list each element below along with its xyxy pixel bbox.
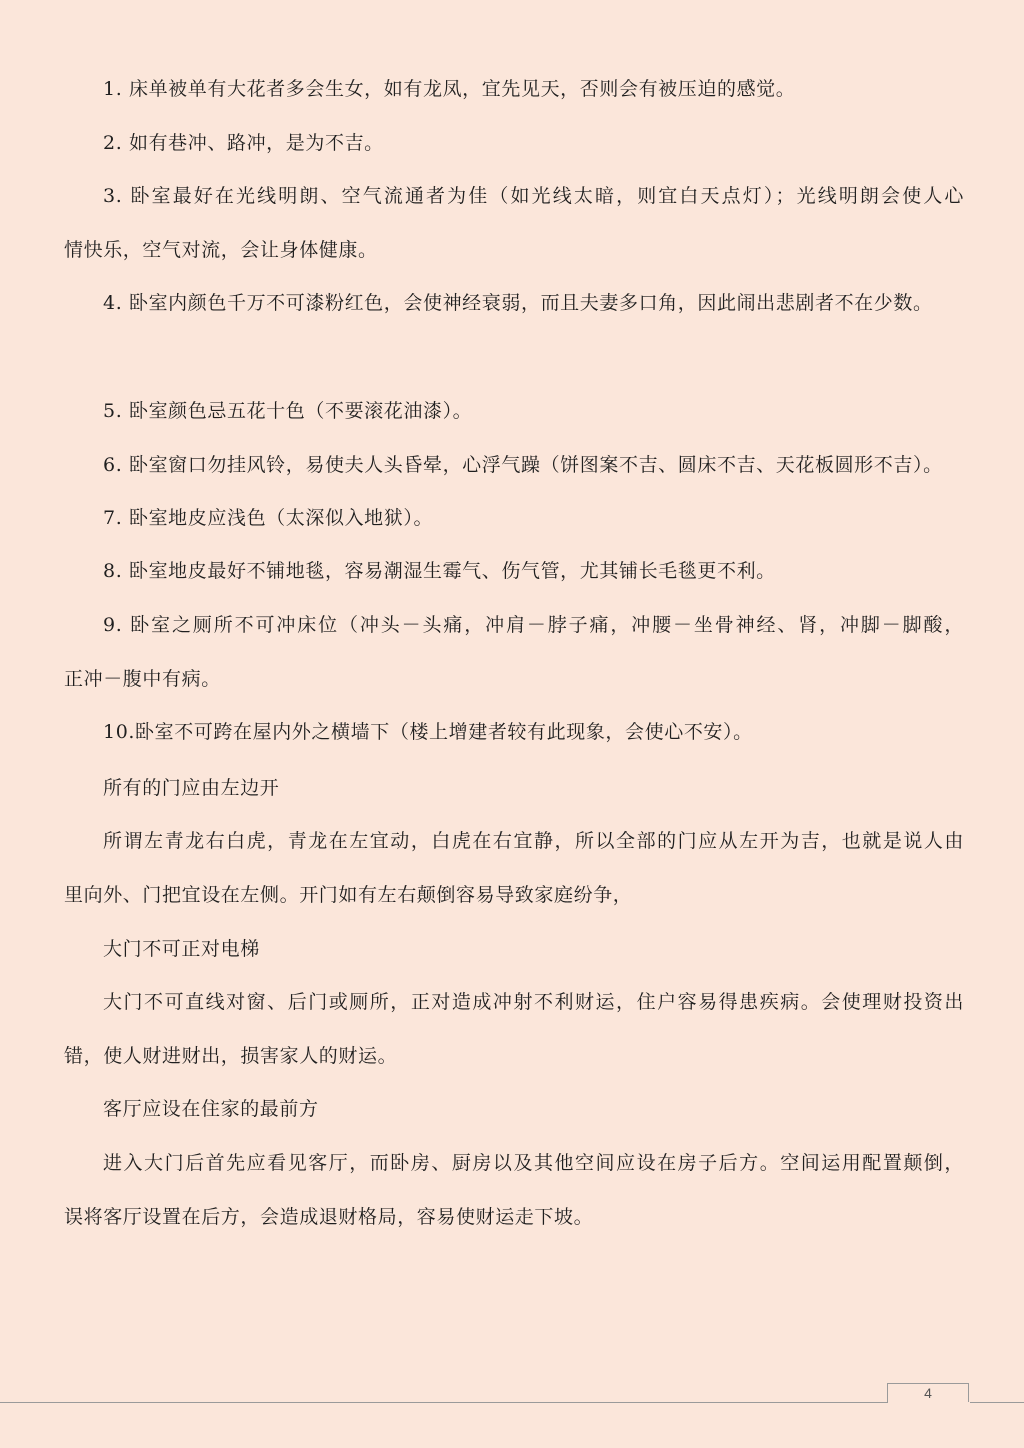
paragraph-6-line-1: 6. 卧室窗口勿挂风铃，易使夫人头昏晕，心浮气躁（饼图案不吉、圆床不吉、天花板圆形不吉）。 <box>103 454 943 476</box>
footer-rule-right <box>970 1402 1024 1403</box>
section-heading-doors: 所有的门应由左边开 <box>103 777 280 799</box>
paragraph-3-line-2: 情快乐，空气对流，会让身体健康。 <box>64 239 378 261</box>
paragraph-4-line-1: 4. 卧室内颜色千万不可漆粉红色，会使神经衰弱，而且夫妻多口角，因此闹出悲剧者不在少数。 <box>103 292 933 314</box>
paragraph-9-line-1: 9. 卧室之厕所不可冲床位（冲头－头痛，冲肩－脖子痛，冲腰－坐骨神经、肾，冲脚－脚酸， <box>103 614 964 636</box>
paragraph-7-line-1: 7. 卧室地皮应浅色（太深似入地狱）。 <box>103 507 434 529</box>
paragraph-9-line-2: 正冲－腹中有病。 <box>64 668 221 690</box>
page-number: 4 <box>924 1385 932 1401</box>
living-room-paragraph-line-2: 误将客厅设置在后方，会造成退财格局，容易使财运走下坡。 <box>64 1206 594 1228</box>
paragraph-2-line-1: 2. 如有巷冲、路冲，是为不吉。 <box>103 132 384 154</box>
main-door-paragraph-line-2: 错，使人财进财出，损害家人的财运。 <box>64 1045 398 1067</box>
section-heading-main-door: 大门不可正对电梯 <box>103 938 260 960</box>
paragraph-3-line-1: 3. 卧室最好在光线明朗、空气流通者为佳（如光线太暗，则宜白天点灯）；光线明朗会使人心 <box>103 185 964 207</box>
main-door-paragraph-line-1: 大门不可直线对窗、后门或厕所，正对造成冲射不利财运，住户容易得患疾病。会使理财投资出 <box>103 991 964 1013</box>
doors-paragraph-line-1: 所谓左青龙右白虎，青龙在左宜动，白虎在右宜静，所以全部的门应从左开为吉，也就是说人由 <box>103 830 964 852</box>
footer-rule <box>0 1402 888 1403</box>
paragraph-5-line-1: 5. 卧室颜色忌五花十色（不要滚花油漆）。 <box>103 400 473 422</box>
paragraph-10-line-1: 10.卧室不可跨在屋内外之横墙下（楼上增建者较有此现象，会使心不安）。 <box>103 721 753 743</box>
section-heading-living-room: 客厅应设在住家的最前方 <box>103 1098 319 1120</box>
paragraph-1-line-1: 1. 床单被单有大花者多会生女，如有龙凤，宜先见天，否则会有被压迫的感觉。 <box>103 78 796 100</box>
paragraph-8-line-1: 8. 卧室地皮最好不铺地毯，容易潮湿生霉气、伤气管，尤其铺长毛毯更不利。 <box>103 560 776 582</box>
living-room-paragraph-line-1: 进入大门后首先应看见客厅，而卧房、厨房以及其他空间应设在房子后方。空间运用配置颠倒， <box>103 1152 964 1174</box>
doors-paragraph-line-2: 里向外、门把宜设在左侧。开门如有左右颠倒容易导致家庭纷争， <box>64 884 633 906</box>
